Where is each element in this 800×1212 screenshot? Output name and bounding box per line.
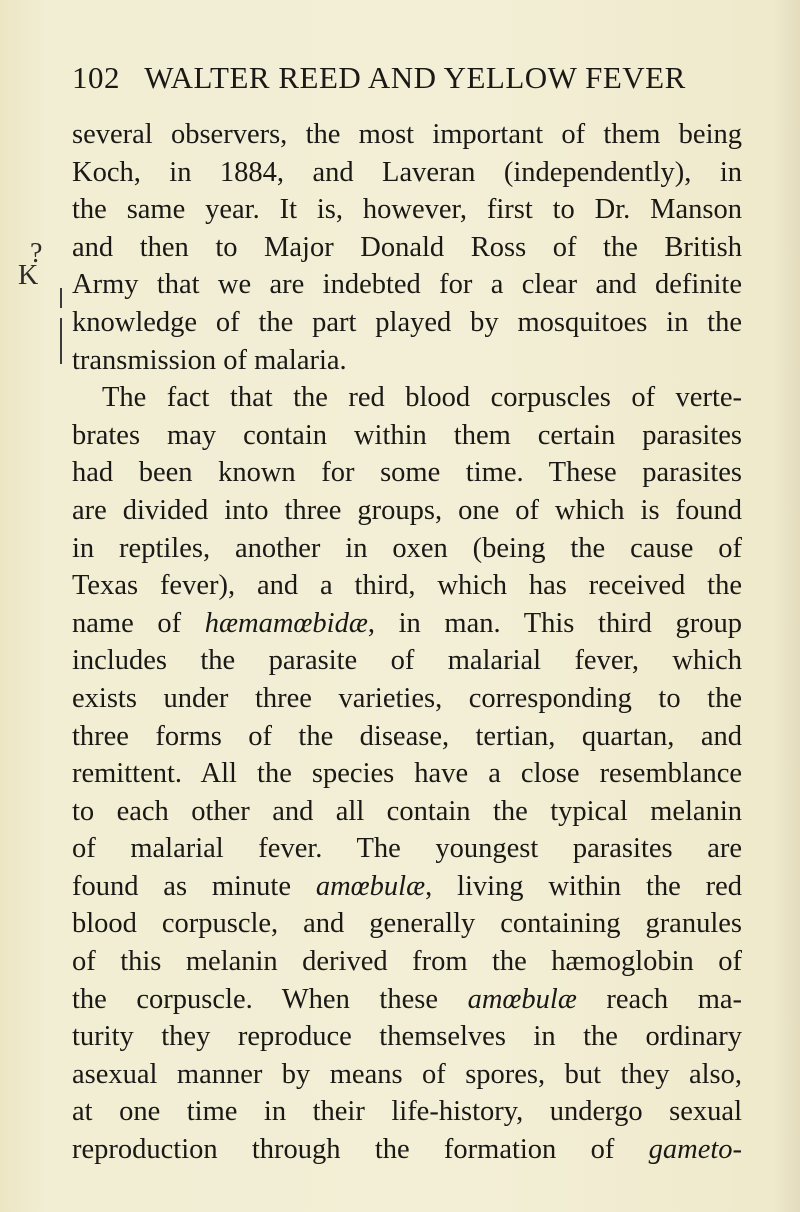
text-line: knowledge of the part played by mosquitoes in the bbox=[72, 306, 742, 338]
page-header bbox=[72, 60, 686, 96]
margin-tick-upper bbox=[60, 288, 62, 308]
text-line: brates may contain within them certain parasites bbox=[72, 419, 742, 451]
running-title: WALTER REED AND YELLOW FEVER bbox=[144, 60, 686, 95]
margin-mark-letter: K bbox=[18, 260, 39, 291]
text-line: name of hæmamœbidæ, in man. This third group bbox=[72, 607, 742, 639]
italic-term: amœbulæ bbox=[315, 870, 426, 902]
text-line: to each other and all contain the typical melanin bbox=[72, 795, 742, 827]
italic-term: gameto- bbox=[648, 1134, 742, 1166]
text-line: the same year. It is, however, first to Dr. Manson bbox=[72, 194, 742, 226]
text-line: includes the parasite of malarial fever, which bbox=[72, 645, 742, 677]
text-line: reproduction through the formation of gameto- bbox=[72, 1134, 742, 1166]
italic-term: hæmamœbidæ bbox=[204, 607, 368, 639]
body-text bbox=[72, 116, 742, 1169]
text-line: remittent. All the species have a close resemblance bbox=[72, 758, 742, 790]
text-line: at one time in their life-history, undergo sexual bbox=[72, 1096, 742, 1128]
text-line: of malarial fever. The youngest parasites are bbox=[72, 833, 742, 865]
text-line: had been known for some time. These parasites bbox=[72, 457, 742, 489]
text-line: of this melanin derived from the hæmoglobin of bbox=[72, 946, 742, 978]
text-line: are divided into three groups, one of which is found bbox=[72, 494, 742, 526]
text-line: found as minute amœbulæ, living within the red bbox=[72, 870, 742, 902]
text-line: blood corpuscle, and generally containing granules bbox=[72, 908, 742, 940]
page-number: 102 bbox=[72, 60, 120, 95]
text-line: three forms of the disease, tertian, quartan, and bbox=[72, 720, 742, 752]
text-line: the corpuscle. When these amœbulæ reach ma- bbox=[72, 983, 742, 1015]
text-line: Army that we are indebted for a clear and definite bbox=[72, 269, 742, 301]
margin-annotation bbox=[18, 240, 58, 300]
italic-term: amœbulæ bbox=[467, 983, 577, 1015]
page-edge-shadow bbox=[774, 0, 800, 1212]
text-line: Koch, in 1884, and Laveran (independently), in bbox=[72, 156, 742, 188]
text-line: in reptiles, another in oxen (being the cause of bbox=[72, 532, 742, 564]
text-line: and then to Major Donald Ross of the British bbox=[72, 231, 742, 263]
margin-mark-question: ? bbox=[30, 238, 43, 269]
text-line: several observers, the most important of them being bbox=[72, 119, 742, 150]
text-line: The fact that the red blood corpuscles of verte- bbox=[102, 382, 742, 414]
text-line: turity they reproduce themselves in the ordinary bbox=[72, 1021, 742, 1053]
margin-tick-lower bbox=[60, 318, 62, 364]
text-line: transmission of malaria. bbox=[72, 344, 347, 376]
text-line: exists under three varieties, corresponding to the bbox=[72, 682, 742, 714]
text-line: Texas fever), and a third, which has received the bbox=[72, 570, 742, 602]
text-line: asexual manner by means of spores, but they also, bbox=[72, 1058, 742, 1090]
